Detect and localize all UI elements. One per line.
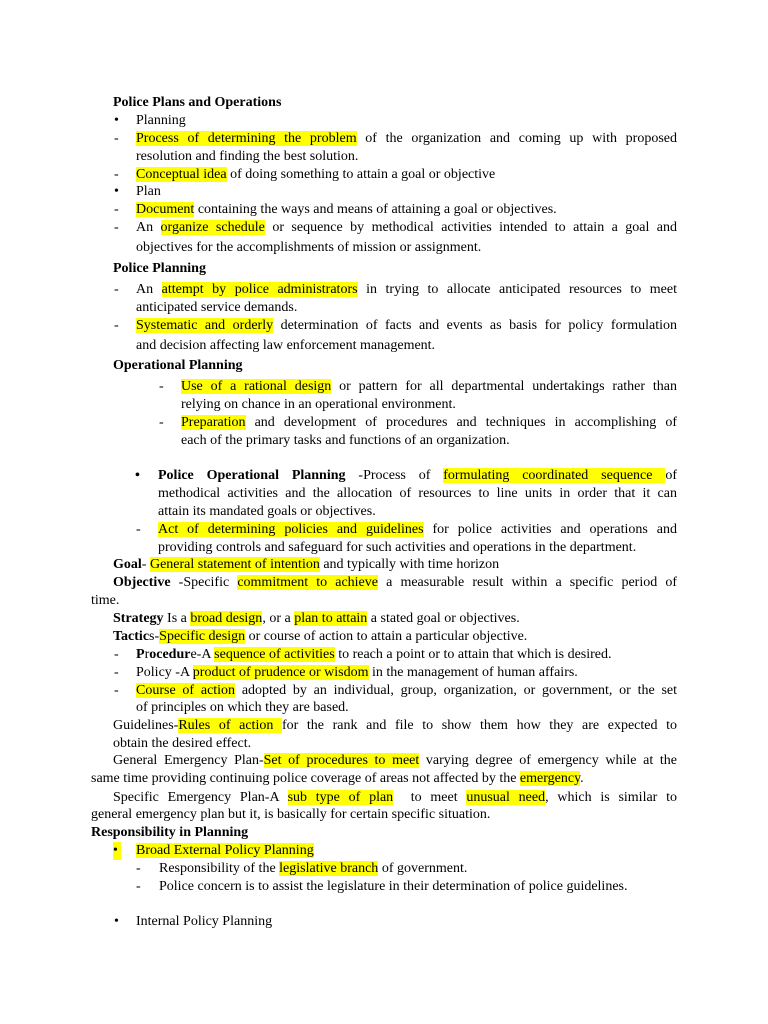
dash-marker: -: [114, 282, 119, 297]
highlight: emergency: [519, 771, 581, 786]
bullet-marker: •: [114, 914, 119, 929]
highlight: broad design: [190, 611, 263, 626]
text-run: adopted by an individual, group, organization, or government, or the set: [235, 683, 677, 698]
highlight: Act of determining policies and guidelines: [158, 522, 424, 537]
text-run: containing the ways and means of attaining a goal or objectives.: [194, 202, 557, 217]
guidelines-definition-cont: obtain the desired effect.: [113, 736, 252, 751]
bold-term: Goal: [113, 557, 142, 572]
policy-course-of-action: [136, 682, 677, 700]
text-run: of doing something to attain a goal or objective: [226, 167, 496, 182]
text-run: to reach a point or to attain that which is desired.: [334, 647, 612, 662]
highlight: Conceptual idea: [136, 167, 227, 182]
highlight: General statement of intention: [149, 557, 320, 572]
bold-term: Strategy: [113, 611, 164, 626]
text-run: for police activities and operations and: [423, 522, 677, 537]
text-run: General Emergency Plan-: [113, 753, 264, 768]
text-run: An: [136, 220, 161, 235]
highlight: Set of procedures to meet: [263, 753, 420, 768]
section-heading-operational-planning: Operational Planning: [113, 358, 243, 373]
operational-planning-definition-2: [181, 414, 677, 432]
text-run: Guidelines-: [113, 718, 179, 733]
text-run: Specific Emergency Plan-A: [113, 790, 288, 805]
strategy-definition: [113, 610, 520, 628]
text-run: same time providing continuing police coverage of areas not affected by the: [91, 771, 520, 786]
highlight: Course of action: [136, 683, 236, 698]
text-run: a stated goal or objectives.: [367, 611, 520, 626]
dash-marker: -: [114, 318, 119, 333]
bullet-marker: •: [113, 842, 121, 860]
highlight: Broad External Policy Planning: [136, 843, 314, 858]
policy-course-of-action-cont: of principles on which they are based.: [136, 700, 349, 715]
text-run: .: [580, 771, 584, 786]
section-heading-police-planning: Police Planning: [113, 261, 206, 276]
plan-definition-2-cont: objectives for the accomplishments of mission or assignment.: [136, 240, 482, 255]
bold-term: P: [136, 647, 145, 662]
text-run: Responsibility of the: [159, 861, 280, 876]
text-run: determination of facts and events as basis for policy formulation: [273, 318, 678, 333]
dash-marker: -: [136, 879, 141, 894]
highlight: sequence of activities: [214, 647, 335, 662]
highlight: Document: [136, 202, 195, 217]
highlight: formulating coordinated sequence: [443, 468, 666, 483]
operational-planning-definition-1-cont: relying on chance in an operational environment.: [181, 397, 456, 412]
highlight: attempt by police administrators: [161, 282, 358, 297]
responsibility-item-1: [159, 860, 467, 878]
text-run: of the organization and coming up with proposed: [356, 131, 677, 146]
text-run: to meet: [393, 790, 467, 805]
police-operational-planning-definition: [158, 467, 677, 485]
general-emergency-plan-definition: [113, 752, 677, 770]
highlight: unusual need: [466, 790, 546, 805]
text-run: varying degree of emergency while at the: [419, 753, 677, 768]
text-run: in trying to allocate anticipated resources to meet: [357, 282, 677, 297]
police-operational-planning-act-cont: providing controls and safeguard for such activities and operations in the department.: [158, 540, 637, 555]
goal-definition: [113, 556, 499, 574]
dash-marker: -: [114, 683, 119, 698]
text-run: or course of action to attain a particular objective.: [245, 629, 528, 644]
text-run: or pattern for all departmental undertakings rather than: [331, 379, 677, 394]
highlight: legislative branch: [279, 861, 379, 876]
operational-planning-definition-2-cont: each of the primary tasks and functions of an organization.: [181, 433, 510, 448]
bullet-marker: •: [114, 113, 119, 128]
plan-definition-2: [136, 219, 677, 237]
dash-marker: -: [136, 522, 141, 537]
police-operational-planning-act: [158, 521, 677, 539]
objective-definition: [113, 574, 677, 592]
police-planning-definition-2-cont: and decision affecting law enforcement management.: [136, 338, 436, 353]
dash-marker: -: [159, 379, 164, 394]
general-emergency-plan-cont: [91, 770, 584, 788]
tactics-definition: [113, 628, 527, 646]
highlight: organize schedule: [160, 220, 265, 235]
planning-definition-2: [136, 166, 495, 184]
highlight: Rules of action: [178, 718, 282, 733]
highlight: commitment to achieve: [237, 575, 378, 590]
dash-marker: -: [114, 665, 119, 680]
text-run: and development of procedures and techniques in accomplishing of: [245, 415, 677, 430]
plan-label: Plan: [136, 184, 161, 199]
text-run: e-A: [190, 647, 215, 662]
dash-marker: -: [114, 202, 119, 217]
highlight: Use of a rational design: [181, 379, 332, 394]
broad-external-policy-planning: [136, 842, 314, 860]
plan-definition-1: [136, 201, 557, 219]
bullet-marker: •: [135, 468, 140, 483]
bold-term: Objective: [113, 575, 171, 590]
text-run: Is a: [163, 611, 191, 626]
highlight: Process of determining the problem: [136, 131, 357, 146]
text-run: Policy -A: [136, 665, 193, 680]
dash-marker: -: [114, 220, 119, 235]
text-run: -Specific: [170, 575, 238, 590]
bold-term: ocedur: [149, 647, 191, 662]
planning-definition-1: [136, 130, 677, 148]
text-run: of: [665, 468, 678, 483]
highlight: Systematic and orderly: [136, 318, 274, 333]
page-title: Police Plans and Operations: [113, 95, 282, 110]
text-run: An: [136, 282, 162, 297]
bullet-marker: •: [114, 184, 119, 199]
internal-policy-planning: Internal Policy Planning: [136, 914, 273, 929]
bold-term: Police Operational Planning: [158, 468, 346, 483]
guidelines-definition: [113, 717, 677, 735]
dash-marker: -: [114, 167, 119, 182]
bold-term: Tactic: [113, 629, 150, 644]
responsibility-item-2: Police concern is to assist the legislature in their determination of police guidelines.: [159, 879, 628, 894]
objective-definition-cont: time.: [91, 593, 120, 608]
police-operational-planning-cont-1: methodical activities and the allocation of resources to line units in order that it can: [158, 486, 677, 501]
specific-emergency-plan-cont: general emergency plan but it, is basically for certain specific situation.: [91, 807, 491, 822]
highlight: plan to attain: [294, 611, 368, 626]
highlight: Preparation: [181, 415, 246, 430]
procedure-definition: [136, 646, 612, 664]
text-run: , which is similar to: [545, 790, 677, 805]
text-run: in the management of human affairs.: [368, 665, 578, 680]
text-run: , or a: [262, 611, 295, 626]
highlight: product of prudence or wisdom: [192, 665, 369, 680]
text-run: a measurable result within a specific period of: [377, 575, 678, 590]
text-run: for the rank and file to show them how they are expected to: [281, 718, 677, 733]
police-planning-definition-2: [136, 317, 677, 335]
police-planning-definition-1-cont: anticipated service demands.: [136, 300, 298, 315]
planning-definition-1-cont: resolution and finding the best solution.: [136, 149, 359, 164]
dash-marker: -: [114, 647, 119, 662]
text-run: s-: [149, 629, 160, 644]
text-run: and typically with time horizon: [319, 557, 500, 572]
dash-marker: -: [136, 861, 141, 876]
text-run: -Process of: [345, 468, 444, 483]
text-run: r: [144, 647, 150, 662]
text-run: or sequence by methodical activities intended to attain a goal and: [264, 220, 678, 235]
section-heading-responsibility: Responsibility in Planning: [91, 825, 249, 840]
dash-marker: -: [114, 131, 119, 146]
highlight: Specific design: [159, 629, 246, 644]
police-operational-planning-cont-2: attain its mandated goals or objectives.: [158, 504, 376, 519]
text-run: -: [141, 557, 150, 572]
dash-marker: -: [159, 415, 164, 430]
operational-planning-definition-1: [181, 378, 677, 396]
highlight: sub type of plan: [287, 790, 394, 805]
planning-label: Planning: [136, 113, 186, 128]
specific-emergency-plan-definition: [113, 789, 677, 807]
text-run: of government.: [378, 861, 468, 876]
police-planning-definition-1: [136, 281, 677, 299]
policy-definition: [136, 664, 578, 682]
